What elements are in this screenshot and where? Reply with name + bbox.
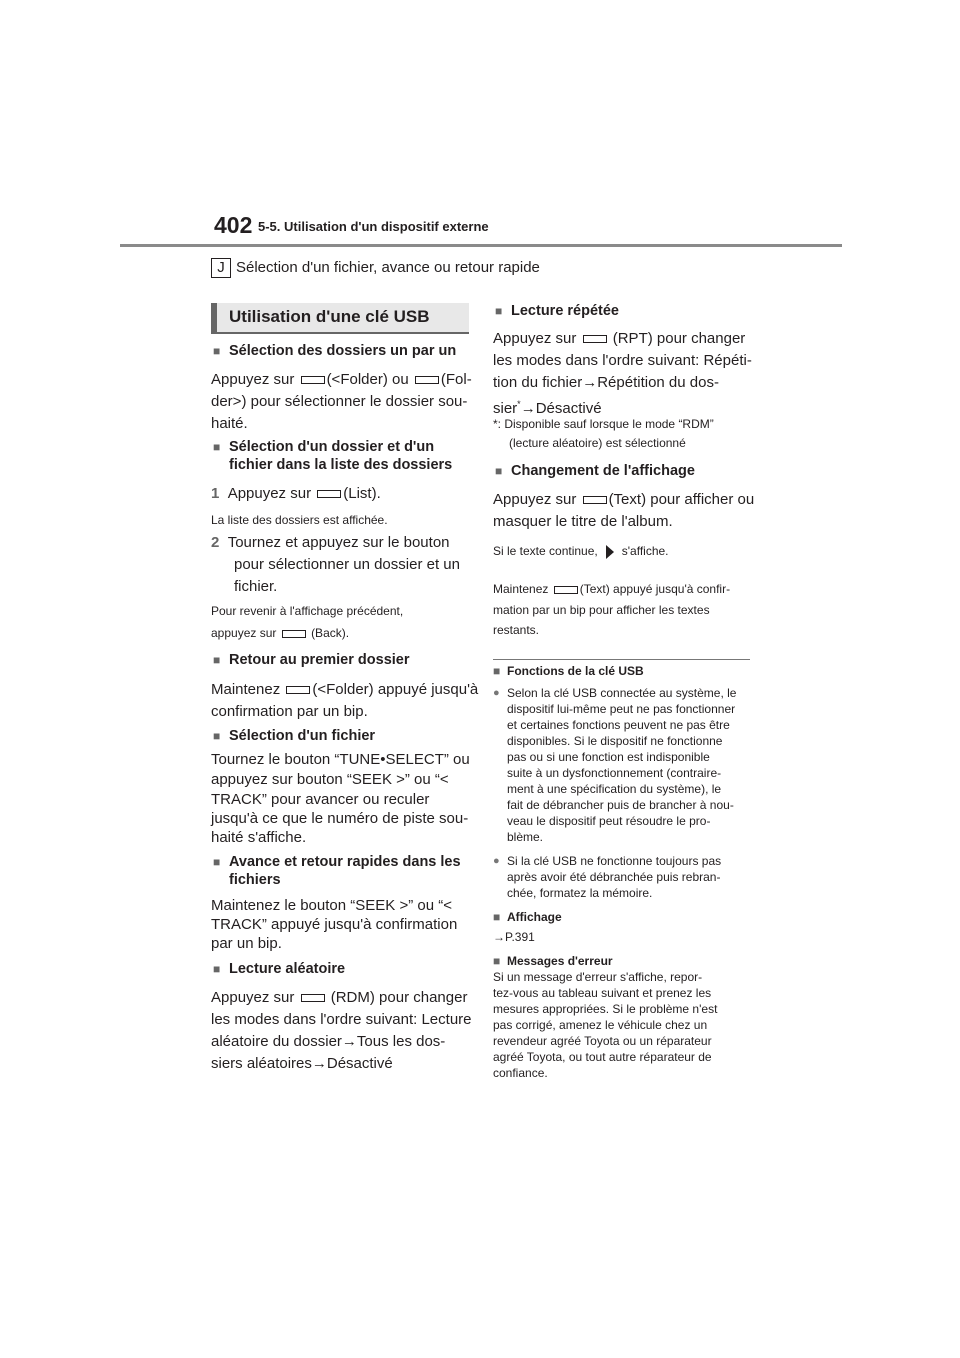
button-icon bbox=[301, 994, 325, 1002]
heading-folders-one-by-one: ■ Sélection des dossiers un par un bbox=[229, 341, 456, 361]
paragraph-line: sier*→Désactivé bbox=[493, 399, 602, 417]
paragraph-line: siers aléatoires→Désactivé bbox=[211, 1055, 393, 1072]
paragraph-line: Maintenez le bouton “SEEK >” ou “< bbox=[211, 897, 452, 914]
paragraph-line: masquer le titre de l'album. bbox=[493, 513, 673, 530]
paragraph-line: les modes dans l'ordre suivant: Répéti- bbox=[493, 352, 752, 369]
section-marker: J bbox=[211, 258, 231, 278]
step-line: pour sélectionner un dossier et un bbox=[234, 556, 460, 573]
heading-usb-functions: ■ Fonctions de la clé USB bbox=[493, 664, 644, 678]
paragraph-line: Appuyez sur (RDM) pour changer bbox=[211, 989, 468, 1006]
button-icon bbox=[317, 490, 341, 498]
paragraph-line: les modes dans l'ordre suivant: Lecture bbox=[211, 1011, 472, 1028]
page-reference: →P.391 bbox=[493, 930, 535, 944]
note-line: Si le texte continue, s'affiche. bbox=[493, 544, 669, 558]
bullet-item: ● Selon la clé USB connectée au système, le dispositif lui-même peut ne pas fonctionner et certaines fonctions peuvent ne pas être disponibles. Si le dispositif ne fonctionne pas ou si une fonction est indisponible suite à un dysfonctionnement (contraire- ment à une spécification du système), le fait de débrancher puis de brancher à nou- veau le dispositif peut résoudre le pro- blème. bbox=[507, 685, 736, 845]
heading-line: fichier dans la liste des dossiers bbox=[229, 457, 453, 473]
heading-select-file: ■ Sélection d'un fichier bbox=[229, 726, 375, 746]
button-icon bbox=[301, 376, 325, 384]
footnote: (lecture aléatoire) est sélectionné bbox=[509, 436, 686, 450]
paragraph-line: confirmation par un bip. bbox=[211, 703, 368, 720]
footnote: *: Disponible sauf lorsque le mode “RDM” bbox=[493, 417, 714, 431]
bullet-item: ● Si la clé USB ne fonctionne toujours pas après avoir été débranchée puis rebran- chée, formatez la mémoire. bbox=[507, 853, 721, 901]
section-intro: Sélection d'un fichier, avance ou retour rapide bbox=[236, 259, 540, 276]
button-icon bbox=[583, 335, 607, 343]
heading-fast-forward: ■ Avance et retour rapides dans les bbox=[229, 852, 461, 872]
step-line: fichier. bbox=[234, 578, 278, 595]
header-rule bbox=[120, 244, 842, 247]
paragraph-line: tion du fichier→Répétition du dos- bbox=[493, 374, 719, 391]
button-icon bbox=[282, 630, 306, 638]
step-1: 1 Appuyez sur (List). bbox=[211, 485, 381, 502]
arrow-right-icon bbox=[606, 545, 614, 559]
heading-display: ■ Affichage bbox=[493, 910, 562, 924]
paragraph-line: appuyez sur bouton “SEEK >” ou “< bbox=[211, 771, 449, 788]
note-line: mation par un bip pour afficher les textes bbox=[493, 603, 710, 617]
paragraph-line: Maintenez (<Folder) appuyé jusqu'à bbox=[211, 681, 479, 698]
usb-section-heading bbox=[211, 303, 469, 333]
heading-line: fichiers bbox=[229, 872, 281, 888]
paragraph-line: haité. bbox=[211, 415, 248, 432]
usb-section-title: Utilisation d'une clé USB bbox=[229, 307, 430, 326]
paragraph-line: Appuyez sur (Text) pour afficher ou bbox=[493, 491, 755, 508]
heading-random: ■ Lecture aléatoire bbox=[229, 959, 345, 979]
step-note: appuyez sur (Back). bbox=[211, 626, 350, 640]
heading-display-change: ■ Changement de l'affichage bbox=[511, 461, 695, 481]
paragraph-line: TRACK” pour avancer ou reculer bbox=[211, 791, 430, 808]
step-note: Pour revenir à l'affichage précédent, bbox=[211, 604, 404, 618]
paragraph-line: Tournez le bouton “TUNE•SELECT” ou bbox=[211, 751, 470, 768]
paragraph-line: jusqu'à ce que le numéro de piste sou- bbox=[211, 810, 469, 827]
error-paragraph: Si un message d'erreur s'affiche, repor- tez-vous au tableau suivant et prenez les mesures appropriées. Si le problème n'est pas corrigé, amenez le véhicule chez un revendeur agréé Toyota ou un réparateur agréé Toyota, ou tout autre réparateur de confiance. bbox=[493, 970, 718, 1080]
paragraph-line: TRACK” appuyé jusqu'à confirmation bbox=[211, 916, 458, 933]
heading-error-messages: ■ Messages d'erreur bbox=[493, 954, 613, 968]
note-line: Maintenez (Text) appuyé jusqu'à confir- bbox=[493, 582, 731, 596]
button-icon bbox=[583, 496, 607, 504]
paragraph-line: haité s'affiche. bbox=[211, 829, 307, 846]
page-number: 402 bbox=[214, 212, 253, 238]
button-icon bbox=[286, 686, 310, 694]
heading-first-folder: ■ Retour au premier dossier bbox=[229, 650, 410, 670]
paragraph-line: Appuyez sur (<Folder) ou (Fol- bbox=[211, 371, 472, 388]
paragraph-line: aléatoire du dossier→Tous les dos- bbox=[211, 1033, 446, 1050]
button-icon bbox=[554, 586, 578, 594]
note-line: restants. bbox=[493, 623, 540, 637]
paragraph-line: der>) pour sélectionner le dossier sou- bbox=[211, 393, 468, 410]
step-2: 2 Tournez et appuyez sur le bouton bbox=[211, 534, 450, 551]
step-note: La liste des dossiers est affichée. bbox=[211, 513, 388, 527]
chapter-title: 5-5. Utilisation d'un dispositif externe bbox=[258, 219, 489, 234]
divider bbox=[493, 659, 750, 660]
paragraph-line: Appuyez sur (RPT) pour changer bbox=[493, 330, 746, 347]
heading-repeat: ■ Lecture répétée bbox=[511, 301, 619, 321]
heading-underline bbox=[211, 332, 469, 334]
heading-folder-file-list: ■ Sélection d'un dossier et d'un bbox=[229, 437, 434, 457]
button-icon bbox=[415, 376, 439, 384]
paragraph-line: par un bip. bbox=[211, 935, 282, 952]
